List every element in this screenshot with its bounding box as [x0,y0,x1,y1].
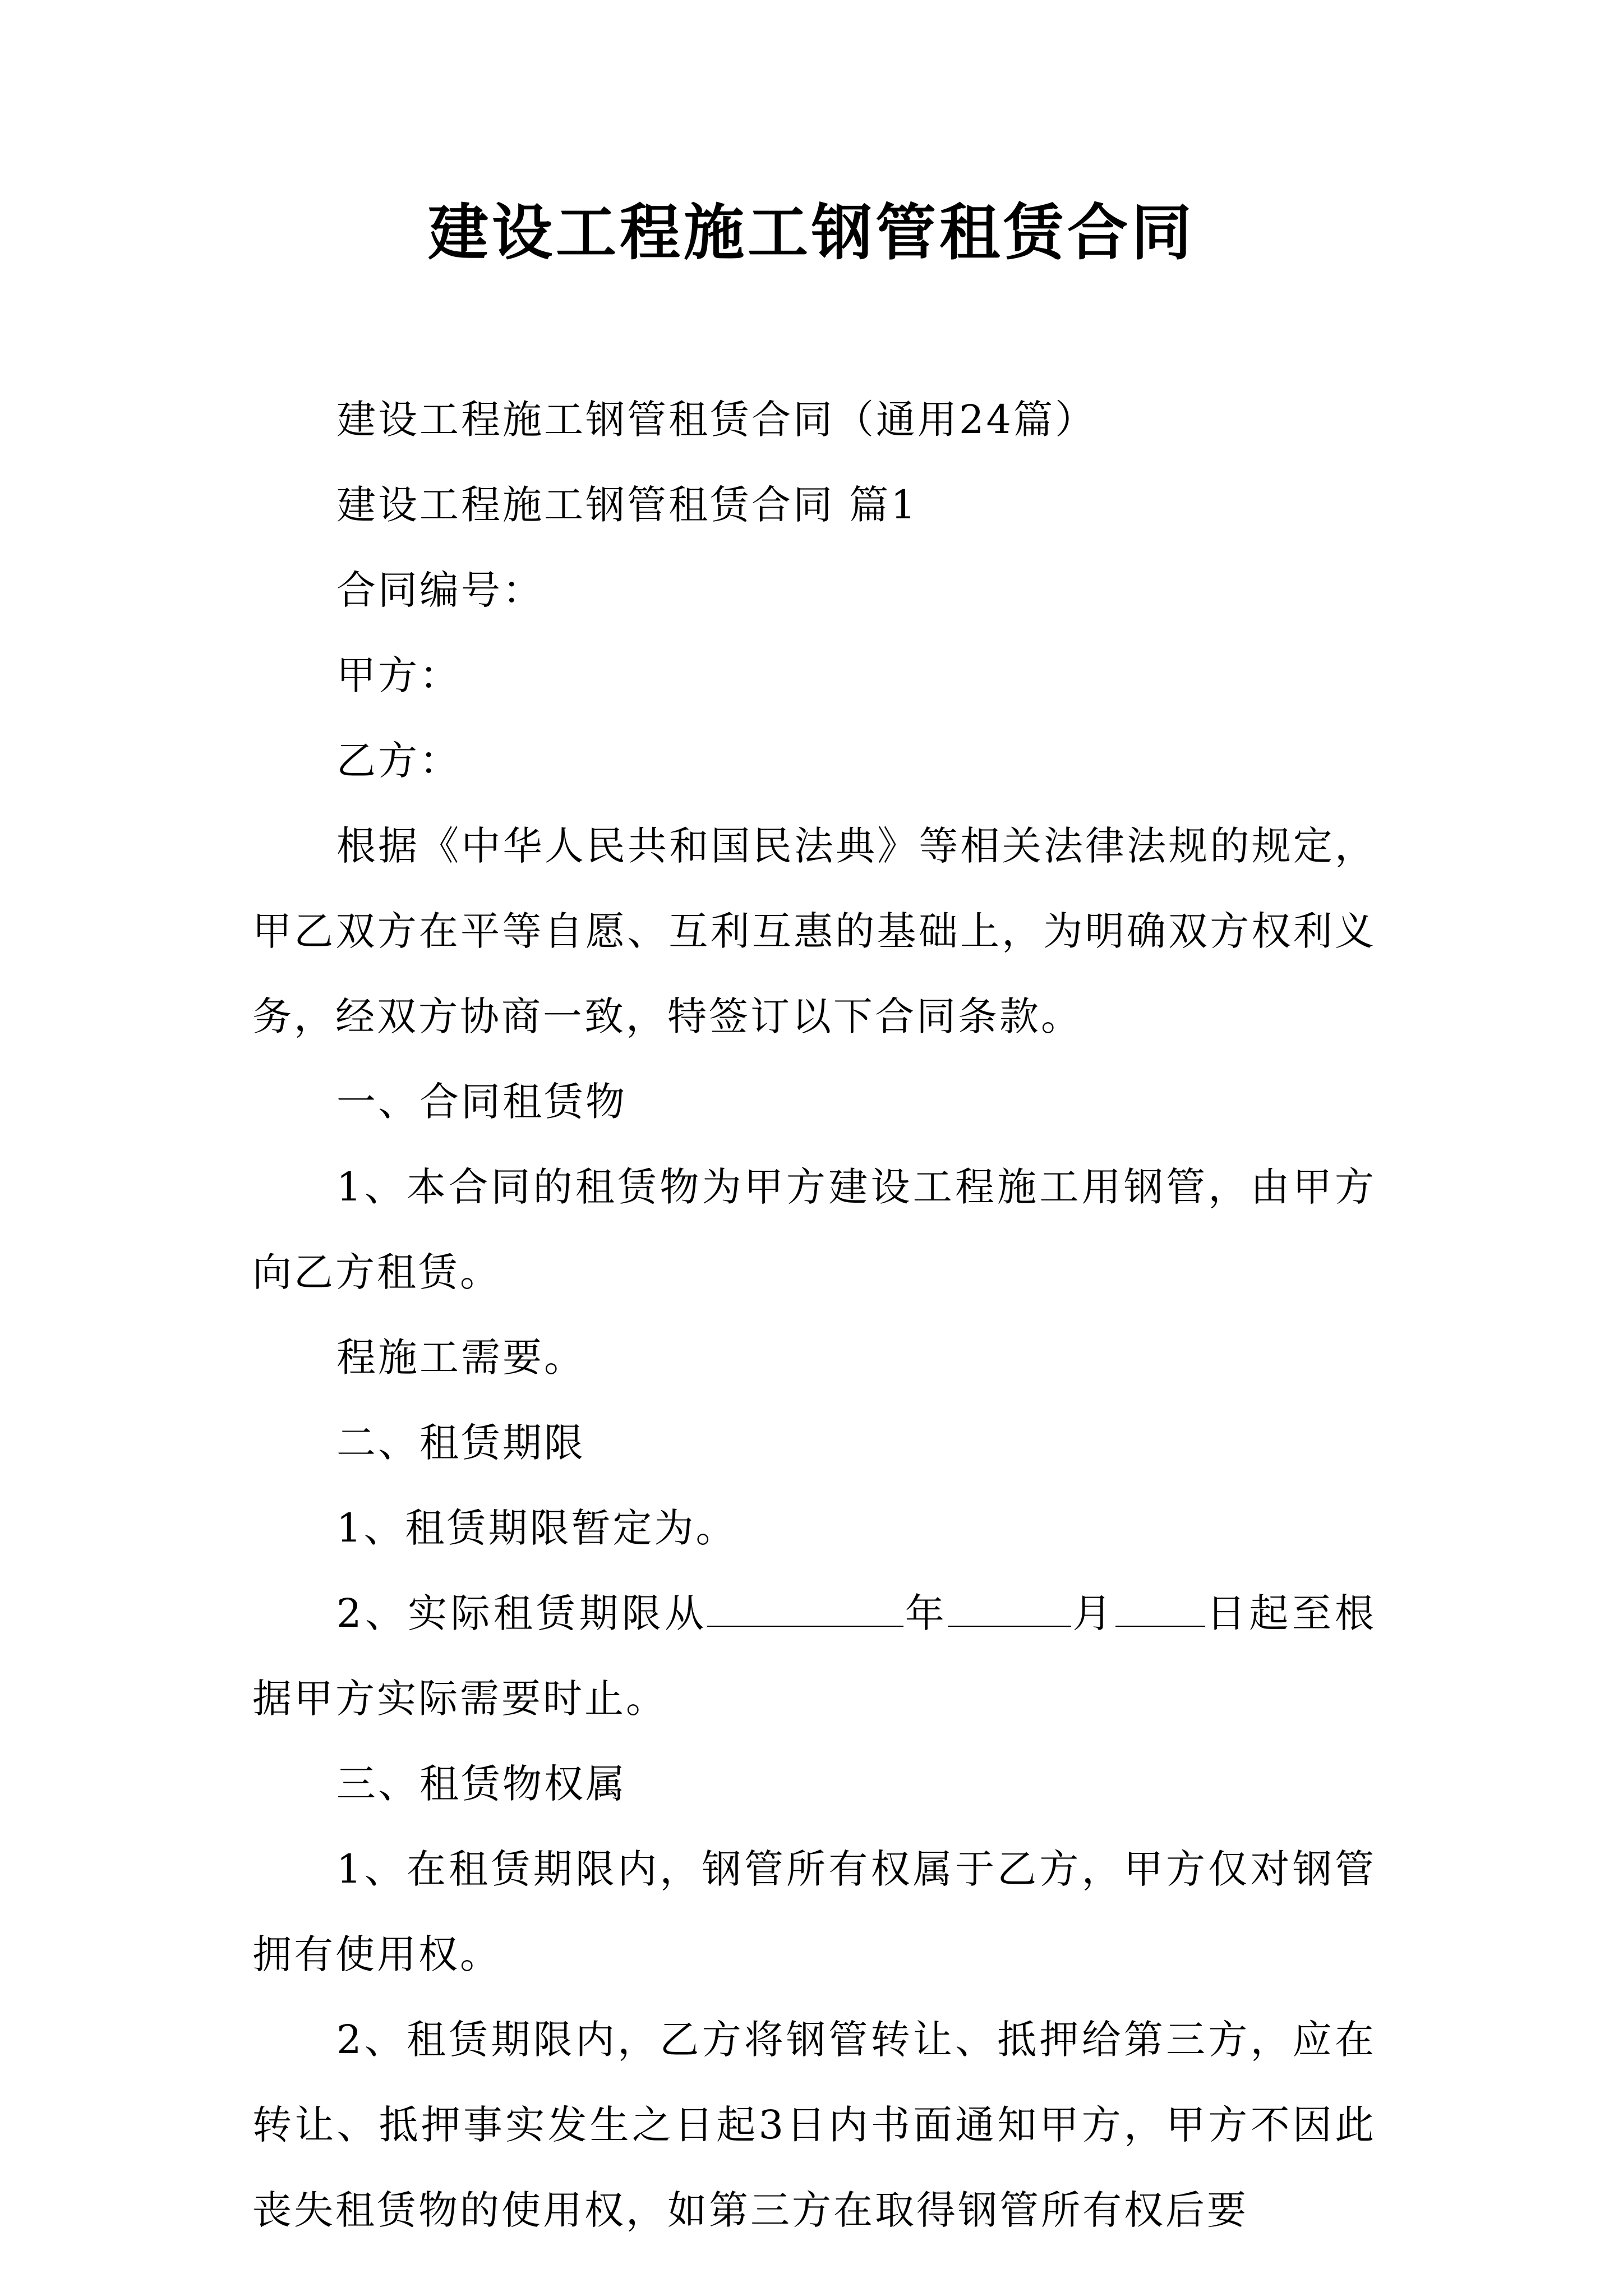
paragraph-clause-1-1: 1、本合同的租赁物为甲方建设工程施工用钢管，由甲方向乙方租赁。 [252,1164,1376,1295]
paragraph-clause-3-1: 1、在租赁期限内，钢管所有权属于乙方，甲方仅对钢管拥有使用权。 [252,1846,1376,1977]
section-heading-lease-object: 一、合同租赁物 [336,1079,627,1125]
day-blank [1115,1594,1205,1627]
paragraph-preamble: 根据《中华人民共和国民法典》等相关法律法规的规定，甲乙双方在平等自愿、互利互惠的基础上，为明确双方权利义务，经双方协商一致，特签订以下合同条款。 [252,823,1376,1039]
paragraph-party-a: 甲方： [336,652,461,698]
paragraph-party-b: 乙方： [336,738,461,784]
section-heading-lease-term: 二、租赁期限 [336,1420,585,1466]
month-label: 月 [1071,1590,1115,1636]
clause-2-2-suffix: 日起至根据甲方实际需要时止。 [252,1590,1377,1722]
paragraph-collection-title: 建设工程施工钢管租赁合同（通用24篇） [336,397,1097,443]
document-title: 建设工程施工钢管租赁合同 [427,197,1195,268]
clause-2-2-prefix: 2、实际租赁期限从 [336,1590,708,1636]
paragraph-clause-3-2: 2、租赁期限内，乙方将钢管转让、抵押给第三方，应在转让、抵押事实发生之日起3日内书面通知甲方，甲方不因此丧失租赁物的使用权，如第三方在取得钢管所有权后要 [252,2017,1376,2233]
paragraph-construction-need: 程施工需要。 [336,1335,585,1381]
paragraph-article-heading: 建设工程施工钢管租赁合同 篇1 [336,482,918,528]
paragraph-clause-2-1: 1、租赁期限暂定为。 [336,1505,737,1551]
year-blank [707,1594,903,1627]
section-heading-ownership: 三、租赁物权属 [336,1761,627,1807]
year-label: 年 [903,1590,948,1636]
paragraph-contract-number: 合同编号： [336,567,544,613]
month-blank [948,1594,1071,1627]
document-body [252,377,1376,2253]
paragraph-clause-2-2 [252,1571,1376,1741]
